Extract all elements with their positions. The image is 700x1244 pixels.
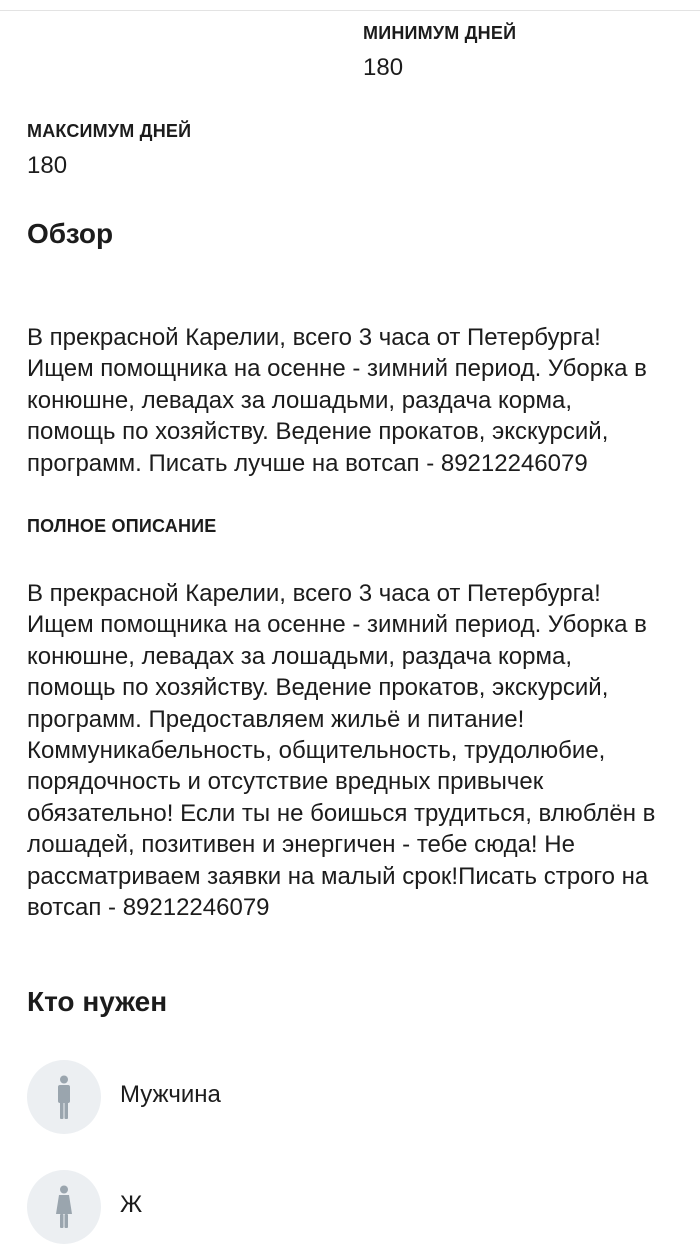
male-label: Мужчина [120, 1081, 221, 1108]
min-days-label: МИНИМУМ ДНЕЙ [363, 23, 517, 43]
full-description-text: В прекрасной Карелии, всего 3 часа от Петербурга! Ищем помощника на осенне - зимний период. Уборка в конюшне, левадах за лошадьми, раздача корма, помощь по хозяйству. Ведение прокатов, экскурсий, программ. Предоставляем жильё и питание! Коммуникабельность, общительность, трудолюбие, порядочность и отсутствие вредных привычек обязательно! Если ты не боишься трудиться, влюблён в лошадей, позитивен и энергичен - тебе сюда! Не рассматриваем заявки на малый срок!Писать строго на вотсап - 89212246079 [27, 580, 656, 922]
min-days-value: 180 [363, 54, 404, 81]
who-needed-title: Кто нужен [27, 986, 168, 1017]
female-avatar [27, 1170, 101, 1244]
top-divider [0, 10, 700, 11]
female-label: Ж [120, 1191, 143, 1218]
overview-text: В прекрасной Карелии, всего 3 часа от Петербурга! Ищем помощника на осенне - зимний период. Уборка в конюшне, левадах за лошадьми, раздача корма, помощь по хозяйству. Ведение прокатов, экскурсий, программ. Писать лучше на вотсап - 89212246079 [27, 324, 647, 477]
male-avatar [27, 1060, 101, 1134]
male-person-icon [27, 1060, 101, 1134]
max-days-label: МАКСИМУМ ДНЕЙ [27, 121, 192, 141]
max-days-value: 180 [27, 152, 68, 179]
female-person-icon [27, 1170, 101, 1244]
overview-title: Обзор [27, 218, 114, 249]
full-description-label: ПОЛНОЕ ОПИСАНИЕ [27, 516, 217, 536]
